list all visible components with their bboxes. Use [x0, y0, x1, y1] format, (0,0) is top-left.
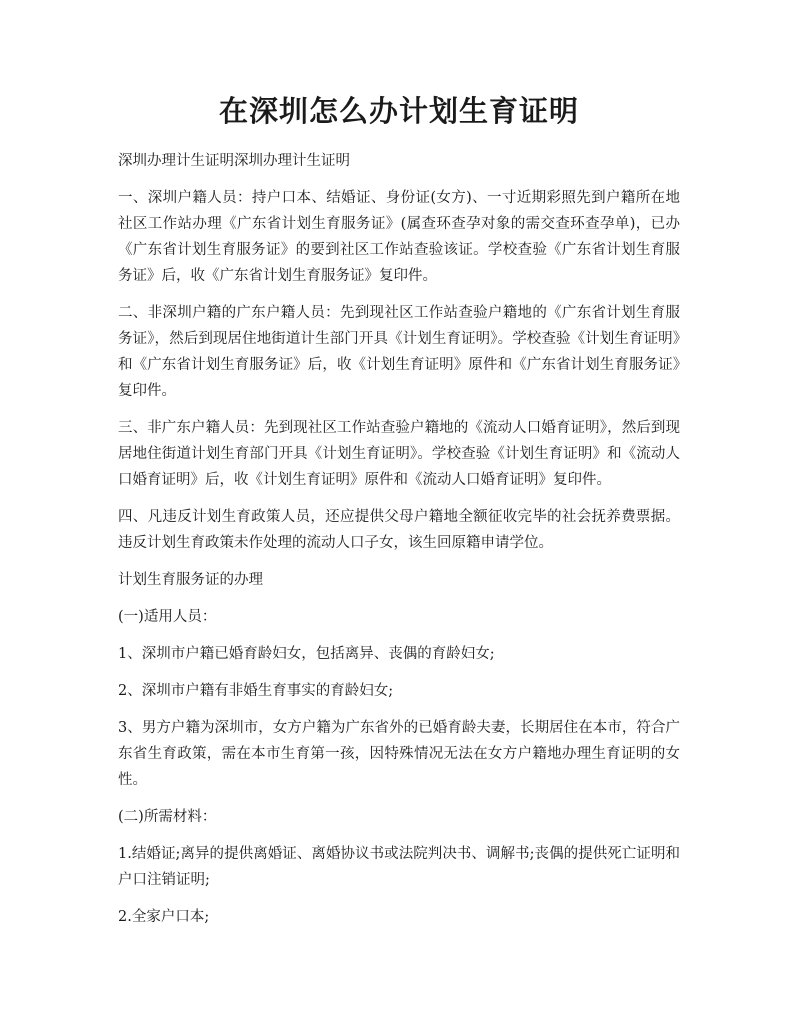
- section-heading-service-card: 计划生育服务证的办理: [118, 572, 263, 588]
- list-item-2: 2、深圳市户籍有非婚生育事实的育龄妇女;: [118, 683, 394, 699]
- paragraph-policy-violators: 四、凡违反计划生育政策人员，还应提供父母户籍地全额征收完毕的社会抚养费票据。违反计划生育政策未作处理的流动人口子女，该生回原籍申请学位。: [118, 509, 680, 551]
- document-title: 在深圳怎么办计划生育证明: [218, 94, 579, 128]
- list-item-3: 3、男方户籍为深圳市，女方户籍为广东省外的已婚育龄夫妻，长期居住在本市，符合广东省生育政策，需在本市生育第一孩，因特殊情况无法在女方户籍地办理生育证明的女性。: [118, 720, 680, 788]
- paragraph-guangdong-residents: 二、非深圳户籍的广东户籍人员：先到现社区工作站查验户籍地的《广东省计划生育服务证》，然后到现居住地街道计生部门开具《计划生育证明》。学校查验《计划生育证明》和《广东省计划生育服务证》后，收《计划生育证明》原件和《广东省计划生育服务证》复印件。: [118, 305, 680, 399]
- section-heading-required-materials: (二)所需材料：: [118, 809, 217, 825]
- paragraph-shenzhen-residents: 一、深圳户籍人员：持户口本、结婚证、身份证(女方)、一寸近期彩照先到户籍所在地社区工作站办理《广东省计划生育服务证》(属查环查孕对象的需交查环查孕单)，已办《广东省计划生育服务证》的要到社区工作站查验该证。学校查验《广东省计划生育服务证》后，收《广东省计划生育服务证》复印件。: [118, 190, 680, 284]
- materials-item-1: 1.结婚证;离异的提供离婚证、离婚协议书或法院判决书、调解书;丧偶的提供死亡证明和户口注销证明;: [118, 846, 680, 888]
- paragraph-subtitle: 深圳办理计生证明深圳办理计生证明: [118, 153, 350, 169]
- list-item-1: 1、深圳市户籍已婚育龄妇女，包括离异、丧偶的育龄妇女;: [118, 646, 495, 662]
- materials-item-2: 2.全家户口本;: [118, 909, 210, 925]
- paragraph-non-guangdong-residents: 三、非广东户籍人员：先到现社区工作站查验户籍地的《流动人口婚育证明》，然后到现居地住街道计划生育部门开具《计划生育证明》。学校查验《计划生育证明》和《流动人口婚育证明》后，收《计划生育证明》原件和《流动人口婚育证明》复印件。: [118, 420, 680, 488]
- section-heading-applicable-persons: (一)适用人员：: [118, 609, 217, 625]
- document-body: [118, 148, 680, 941]
